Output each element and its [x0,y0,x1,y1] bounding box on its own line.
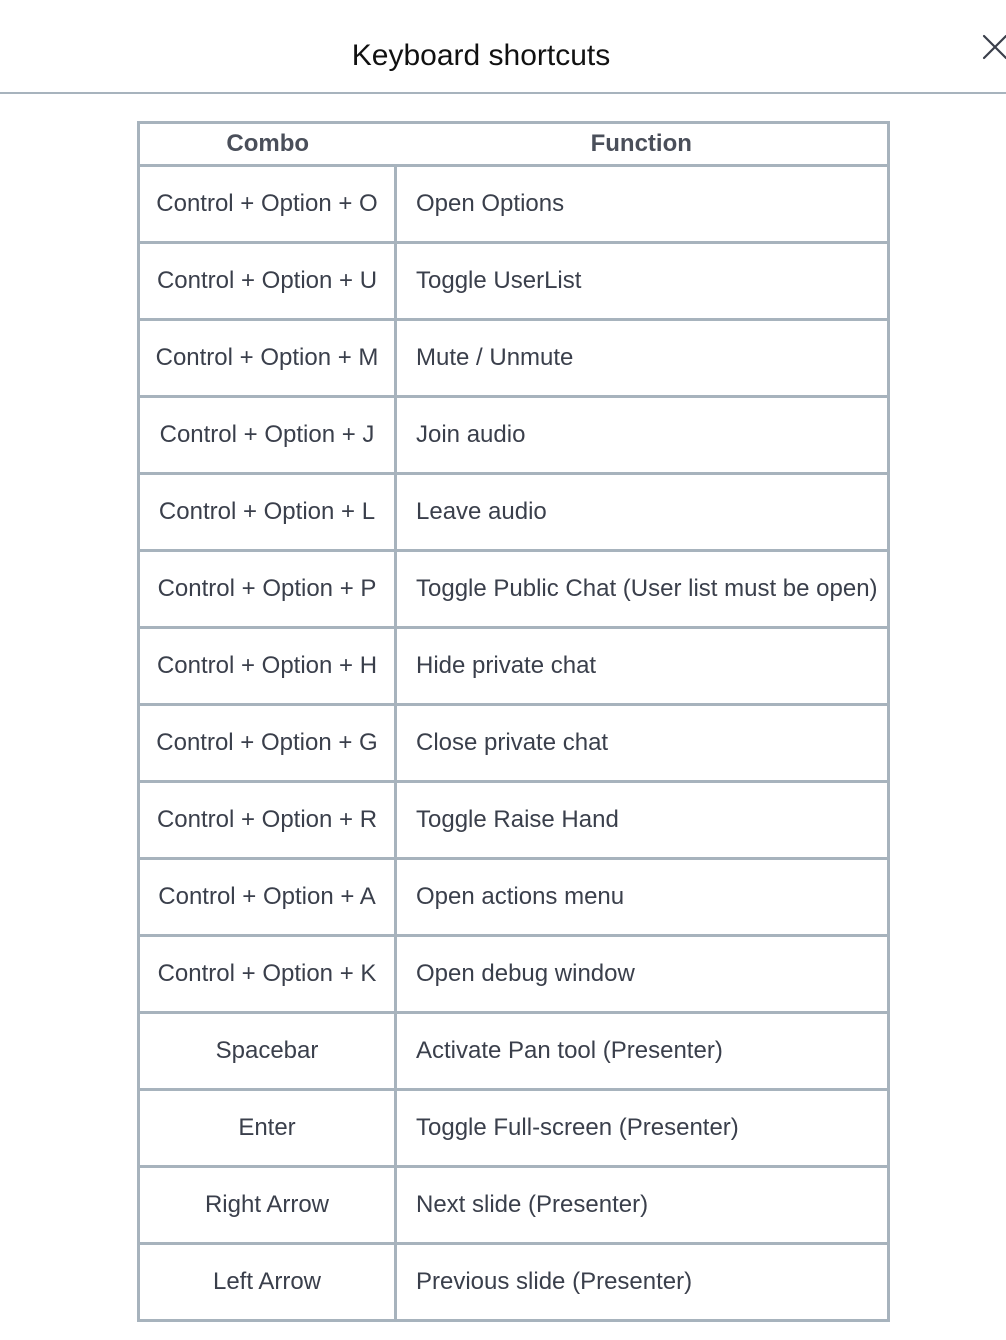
shortcuts-table-container [137,121,887,1322]
shortcut-function: Previous slide (Presenter) [396,1244,889,1321]
table-row [139,166,889,243]
shortcut-combo: Control + Option + R [139,782,396,859]
table-row [139,551,889,628]
close-button[interactable] [976,30,1006,66]
table-row [139,397,889,474]
table-header-row [139,123,889,166]
shortcut-combo: Left Arrow [139,1244,396,1321]
table-row [139,859,889,936]
shortcut-combo: Control + Option + L [139,474,396,551]
table-row [139,1013,889,1090]
table-row [139,1090,889,1167]
modal-header [0,0,1006,94]
shortcut-function: Toggle Full-screen (Presenter) [396,1090,889,1167]
shortcut-combo: Control + Option + M [139,320,396,397]
table-row [139,474,889,551]
shortcut-function: Close private chat [396,705,889,782]
shortcut-combo: Control + Option + J [139,397,396,474]
shortcut-combo: Control + Option + H [139,628,396,705]
shortcut-function: Leave audio [396,474,889,551]
shortcut-combo: Right Arrow [139,1167,396,1244]
table-row [139,1244,889,1321]
table-row [139,936,889,1013]
table-row [139,1167,889,1244]
table-row [139,320,889,397]
close-icon [976,30,1006,66]
column-header-function: Function [396,123,889,166]
shortcut-function: Join audio [396,397,889,474]
table-row [139,243,889,320]
shortcut-function: Toggle UserList [396,243,889,320]
column-header-combo: Combo [139,123,396,166]
shortcut-function: Open Options [396,166,889,243]
shortcut-function: Toggle Public Chat (User list must be open) [396,551,889,628]
shortcut-combo: Control + Option + U [139,243,396,320]
shortcut-combo: Enter [139,1090,396,1167]
table-row [139,628,889,705]
table-row [139,782,889,859]
shortcut-function: Open debug window [396,936,889,1013]
shortcut-combo: Control + Option + G [139,705,396,782]
shortcut-combo: Control + Option + O [139,166,396,243]
shortcut-combo: Control + Option + P [139,551,396,628]
shortcut-combo: Control + Option + A [139,859,396,936]
shortcut-function: Open actions menu [396,859,889,936]
shortcut-combo: Spacebar [139,1013,396,1090]
shortcuts-table [137,121,890,1322]
shortcut-combo: Control + Option + K [139,936,396,1013]
table-row [139,705,889,782]
shortcut-function: Activate Pan tool (Presenter) [396,1013,889,1090]
shortcut-function: Mute / Unmute [396,320,889,397]
shortcuts-table-body [139,166,889,1321]
modal-title: Keyboard shortcuts [351,39,611,72]
shortcut-function: Hide private chat [396,628,889,705]
shortcut-function: Next slide (Presenter) [396,1167,889,1244]
shortcut-function: Toggle Raise Hand [396,782,889,859]
